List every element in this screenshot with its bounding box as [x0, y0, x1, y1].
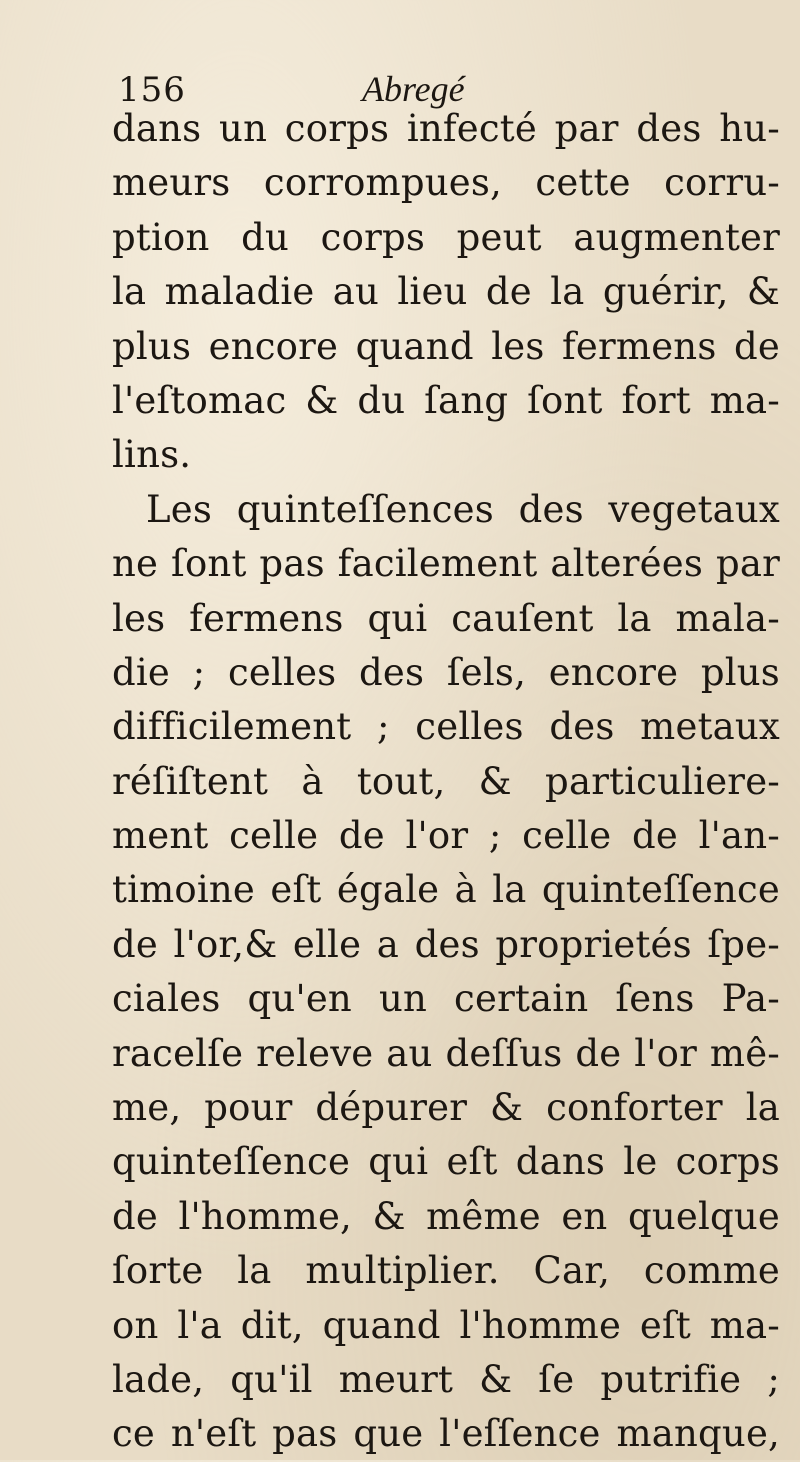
text-line: dans un corps infecté par des hu-	[112, 107, 780, 150]
text-line: quinteſſence qui eſt dans le corps	[112, 1140, 780, 1184]
text-line: ſorte la multiplier. Car, comme	[112, 1249, 780, 1293]
text-line: la maladie au lieu de la guérir, &	[112, 270, 780, 314]
text-line: ment celle de l'or ; celle de l'an-	[112, 814, 780, 858]
text-line: meurs corrompues, cette corru-	[112, 161, 780, 205]
text-line: me, pour dépurer & conforter la	[112, 1086, 780, 1130]
text-line: les fermens qui cauſent la mala-	[112, 596, 780, 640]
text-line: ne ſont pas facilement alterées par	[112, 542, 780, 586]
running-title: Abregé	[362, 69, 465, 109]
text-line: réſiſtent à tout, & particuliere-	[112, 759, 780, 803]
text-line: plus encore quand les fermens de	[112, 324, 780, 368]
text-line: timoine eſt égale à la quinteſſence	[112, 868, 780, 912]
text-line: Les quinteſſences des vegetaux	[146, 487, 780, 531]
text-line: ption du corps peut augmenter	[112, 215, 780, 259]
text-line: de l'or,& elle a des proprietés ſpe-	[112, 922, 780, 966]
text-line: ciales qu'en un certain ſens Pa-	[112, 977, 780, 1021]
body-text	[112, 102, 780, 1462]
text-line: difficilement ; celles des metaux	[112, 705, 780, 749]
text-line: de l'homme, & même en quelque	[112, 1194, 780, 1238]
text-line: die ; celles des ſels, encore plus	[112, 650, 780, 694]
text-line: ce n'eſt pas que l'eſſence manque,	[112, 1412, 780, 1456]
text-line: lins.	[112, 433, 192, 477]
text-line: on l'a dit, quand l'homme eſt ma-	[112, 1303, 780, 1347]
text-line: l'eſtomac & du ſang ſont fort ma-	[112, 378, 780, 422]
text-line: racelſe releve au deſſus de l'or mê-	[112, 1031, 780, 1075]
text-line: lade, qu'il meurt & ſe putrifie ;	[112, 1357, 780, 1401]
page-number: 156	[118, 70, 186, 110]
